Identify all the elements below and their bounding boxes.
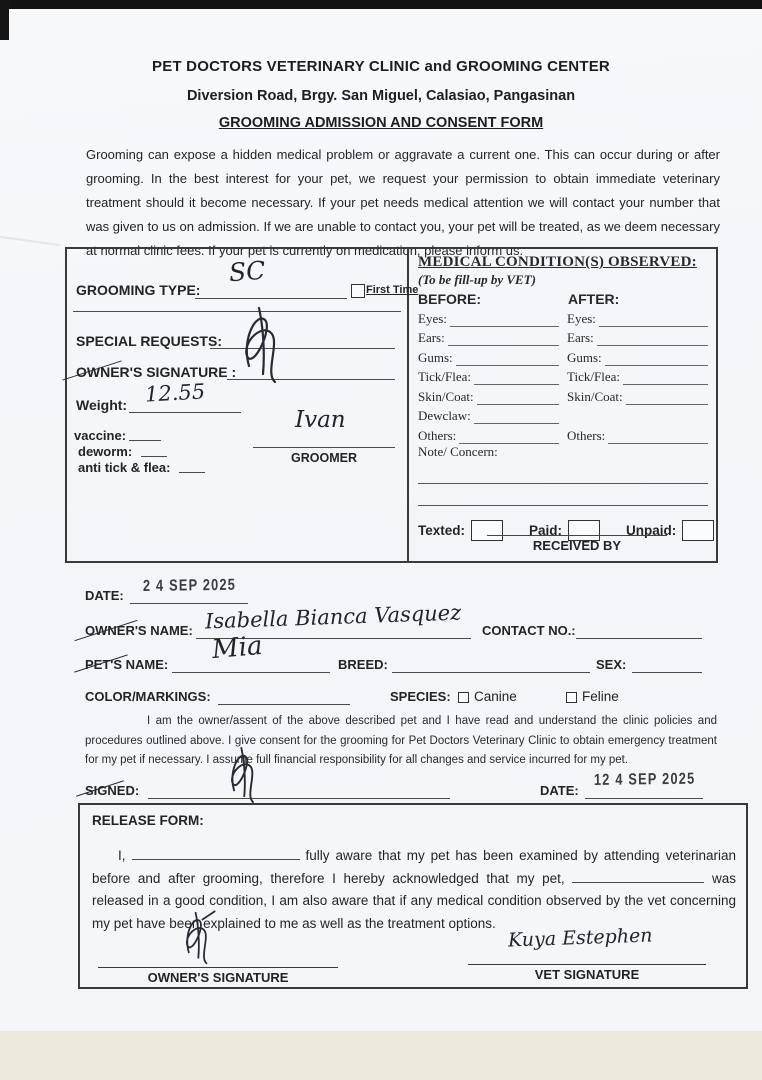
unpaid-label: Unpaid: [626, 522, 677, 538]
note-concern-label: Note/ Concern: [418, 443, 498, 459]
contact-no-label: CONTACT NO.: [482, 623, 576, 638]
scanner-bed-area [0, 1031, 762, 1080]
note-line-1 [418, 462, 708, 484]
received-by-label: RECEIVED BY [532, 538, 622, 553]
signed-date-stamp: 12 4 SEP 2025 [593, 770, 696, 790]
scanner-corner-mark [0, 0, 9, 40]
vet-signature-block [468, 924, 706, 982]
after-eyes-line [599, 311, 708, 327]
date-row [85, 588, 124, 603]
signed-line [148, 798, 450, 799]
breed-label: BREED: [338, 657, 388, 672]
sex-label: SEX: [596, 657, 627, 672]
grooming-type-label: GROOMING TYPE: [76, 282, 201, 298]
species-label: SPECIES: [390, 689, 451, 704]
feline-checkbox [566, 692, 577, 703]
before-ears-line [448, 330, 559, 346]
intro-paragraph: Grooming can expose a hidden medical problem or aggravate a current one. This can occur during or after grooming. In the best interest for your pet, we request your permission to obtain immediate veterinary treatment should it become necessary. If your pet needs medical attention we will contact your number that was given to us on admission. If we are unable to contact you, your pet will be treated, as we deem necessary at normal clinic fees. If your pet is currently on medication, please inform us. [86, 147, 720, 258]
med-row-gums [418, 346, 708, 366]
after-gums-label: Gums: [567, 349, 602, 365]
received-by-block [487, 521, 667, 553]
release-form-title: RELEASE FORM: [92, 813, 204, 828]
groomer-label: GROOMER [291, 451, 357, 465]
pet-name-value: Mia [210, 630, 264, 666]
owner-name-label: OWNER'S NAME: [85, 623, 193, 638]
canine-label: Canine [474, 689, 517, 704]
date-label: DATE: [85, 588, 124, 603]
vet-signature-value: Kuya Estephen [507, 924, 653, 952]
owner-signature-label: OWNER'S SIGNATURE : [76, 364, 237, 380]
pet-name-line [172, 672, 330, 673]
date-stamp: 2 4 SEP 2025 [142, 576, 237, 596]
medical-title: MEDICAL CONDITION(S) OBSERVED: [418, 254, 697, 270]
before-others-line [459, 428, 559, 444]
medical-subtitle: (To be fill-up by VET) [418, 272, 536, 287]
before-others-label: Others: [418, 427, 457, 443]
med-row-dewclaw [418, 405, 708, 425]
contact-no-line [576, 638, 702, 639]
med-row-skincoat [418, 385, 708, 405]
date-line [130, 603, 248, 604]
after-header: AFTER: [568, 291, 620, 307]
release-form-box [78, 803, 748, 989]
before-header: BEFORE: [418, 291, 481, 307]
owner-signature-caption: OWNER'S SIGNATURE [147, 970, 289, 985]
before-eyes-line [450, 311, 559, 327]
paid-label: Paid: [529, 522, 563, 538]
note-line-2 [418, 484, 708, 506]
weight-label: Weight: [76, 397, 128, 413]
after-gums-line [605, 350, 708, 366]
release-text-1: I, [118, 848, 126, 863]
form-title: GROOMING ADMISSION AND CONSENT FORM [218, 115, 544, 131]
med-row-eyes [418, 307, 708, 327]
after-others-label: Others: [567, 427, 606, 443]
deworm-label: deworm: [78, 444, 133, 459]
first-time-checkbox [351, 284, 365, 298]
after-ears-label: Ears: [567, 330, 594, 345]
vet-signature-line [468, 954, 706, 965]
color-markings-label: COLOR/MARKINGS: [85, 689, 211, 704]
deworm-line [141, 444, 167, 457]
signed-date-label: DATE: [540, 783, 579, 798]
unpaid-checkbox [682, 520, 714, 541]
special-requests-label: SPECIAL REQUESTS: [76, 333, 222, 349]
owner-signature-scribble-2 [170, 910, 228, 966]
signed-date-line [585, 798, 703, 799]
vaccine-line [129, 428, 161, 441]
before-gums-line [456, 350, 559, 366]
before-dewclaw-line [474, 408, 559, 424]
med-row-ears [418, 327, 708, 347]
anti-tick-flea-label: anti tick & flea: [78, 460, 171, 475]
release-blank-name [132, 847, 300, 860]
before-tickflea-line [474, 369, 559, 385]
before-skincoat-label: Skin/Coat: [418, 388, 474, 404]
grooming-type-value: SC [228, 255, 267, 288]
after-skincoat-line [626, 389, 708, 405]
vaccine-label: vaccine: [74, 428, 127, 443]
color-markings-line [218, 704, 350, 705]
release-blank-pet [572, 870, 704, 883]
groomer-line [253, 447, 395, 448]
admission-box [65, 247, 718, 563]
medical-conditions-panel [409, 249, 716, 557]
groomer-value: Ivan [295, 407, 346, 433]
before-skincoat-line [477, 389, 559, 405]
signed-label: SIGNED: [85, 783, 140, 798]
after-others-line [608, 428, 708, 444]
owner-signature-scribble [235, 304, 293, 386]
before-ears-label: Ears: [418, 330, 445, 345]
scanner-edge-bar [0, 0, 762, 9]
weight-value: 12.55 [144, 379, 206, 407]
breed-line [392, 672, 590, 673]
canine-checkbox [458, 692, 469, 703]
after-tickflea-label: Tick/Flea: [567, 369, 620, 384]
owner-name-value: Isabella Bianca Vasquez [204, 600, 462, 634]
received-by-line [487, 521, 667, 536]
release-text-2: fully aware that my pet has been examined by attending veterinarian before and after grooming, therefore I hereby acknowledged that my pet, [92, 848, 736, 886]
vet-signature-caption: VET SIGNATURE [534, 967, 640, 982]
after-skincoat-label: Skin/Coat: [567, 388, 623, 404]
after-ears-line [597, 330, 708, 346]
feline-label: Feline [582, 689, 619, 704]
after-dewclaw-empty [570, 409, 708, 424]
before-dewclaw-label: Dewclaw: [418, 408, 471, 423]
owner-signature-block [98, 957, 338, 985]
before-eyes-label: Eyes: [418, 310, 447, 326]
consent-paragraph: I am the owner/assent of the above described pet and I have read and understand the clinic policies and procedures outlined above. I give consent for the grooming for Pet Doctors Veterinary Clinic to obtain emergency treatment for my pet if necessary. I assume full financial responsibility for all changes and service incurred for my pet. [85, 715, 717, 766]
grooming-type-line [195, 298, 347, 299]
med-row-others [418, 424, 708, 444]
pet-name-label: PET'S NAME: [85, 657, 169, 672]
sex-line [632, 672, 702, 673]
clinic-address: Diversion Road, Brgy. San Miguel, Calasiao, Pangasinan [186, 88, 576, 104]
clinic-name: PET DOCTORS VETERINARY CLINIC and GROOMING CENTER [152, 58, 610, 75]
anti-tick-flea-line [179, 460, 205, 473]
first-time-label: First Time [366, 284, 419, 296]
release-text-3: was released in a good condition, I am also aware that if any medical condition observed by the vet concerning my pet have been explained to me as well as the treatment options. [92, 870, 736, 931]
signed-scribble [216, 745, 274, 805]
before-tickflea-label: Tick/Flea: [418, 369, 471, 384]
med-row-tickflea [418, 366, 708, 386]
after-tickflea-line [623, 369, 708, 385]
weight-line [129, 412, 241, 413]
after-eyes-label: Eyes: [567, 310, 596, 326]
texted-label: Texted: [418, 522, 466, 538]
before-gums-label: Gums: [418, 349, 453, 365]
